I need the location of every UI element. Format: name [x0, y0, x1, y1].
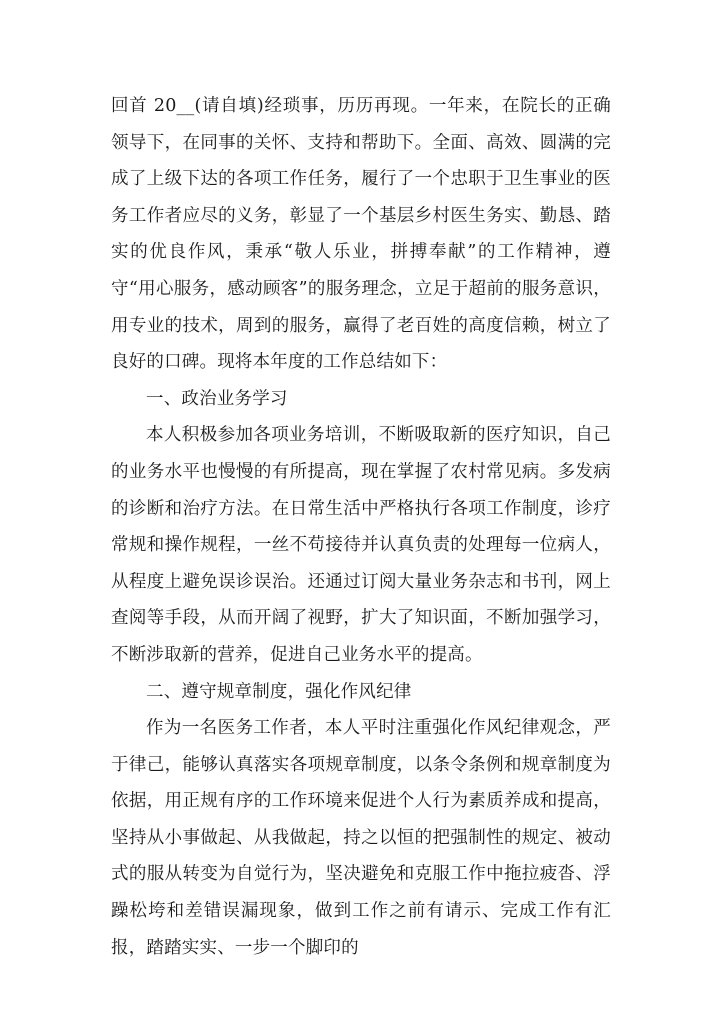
section-heading-rules-discipline: 二、遵守规章制度，强化作风纪律 [146, 681, 412, 702]
section-heading-politics-study: 一、政治业务学习 [146, 388, 288, 409]
section-paragraph-discipline: 作为一名医务工作者，本人平时注重强化作风纪律观念，严于律己，能够认真落实各项规章制度，以条令条例和规章制度为依据，用正规有序的工作环境来促进个人行为素质养成和提高，坚持从小事做起、从我做起，持之以恒的把强制性的规定、被动式的服从转变为自觉行为，坚决避免和克服工作中拖拉疲沓、浮躁松垮和差错误漏现象，做到工作之前有请示、完成工作有汇报，踏踏实实、一步一个脚印的 [111, 718, 611, 958]
document-body [111, 88, 611, 966]
intro-paragraph: 回首 20__(请自填)经琐事，历历再现。一年来，在院长的正确领导下，在同事的关怀、支持和帮助下。全面、高效、圆满的完成了上级下达的各项工作任务，履行了一个忠职于卫生事业的医务工作者应尽的义务，彰显了一个基层乡村医生务实、勤恳、踏实的优良作风，秉承“敬人乐业，拼搏奉献”的工作精神，遵守“用心服务，感动顾客”的服务理念，立足于超前的服务意识，用专业的技术，周到的服务，赢得了老百姓的高度信赖，树立了良好的口碑。现将本年度的工作总结如下： [111, 96, 611, 373]
section-paragraph-study: 本人积极参加各项业务培训，不断吸取新的医疗知识，自己的业务水平也慢慢的有所提高，现在掌握了农村常见病。多发病的诊断和治疗方法。在日常生活中严格执行各项工作制度，诊疗常规和操作规程，一丝不苟接待并认真负责的处理每一位病人，从程度上避免误诊误治。还通过订阅大量业务杂志和书刊，网上查阅等手段，从而开阔了视野，扩大了知识面，不断加强学习，不断涉取新的营养，促进自己业务水平的提高。 [111, 425, 611, 665]
